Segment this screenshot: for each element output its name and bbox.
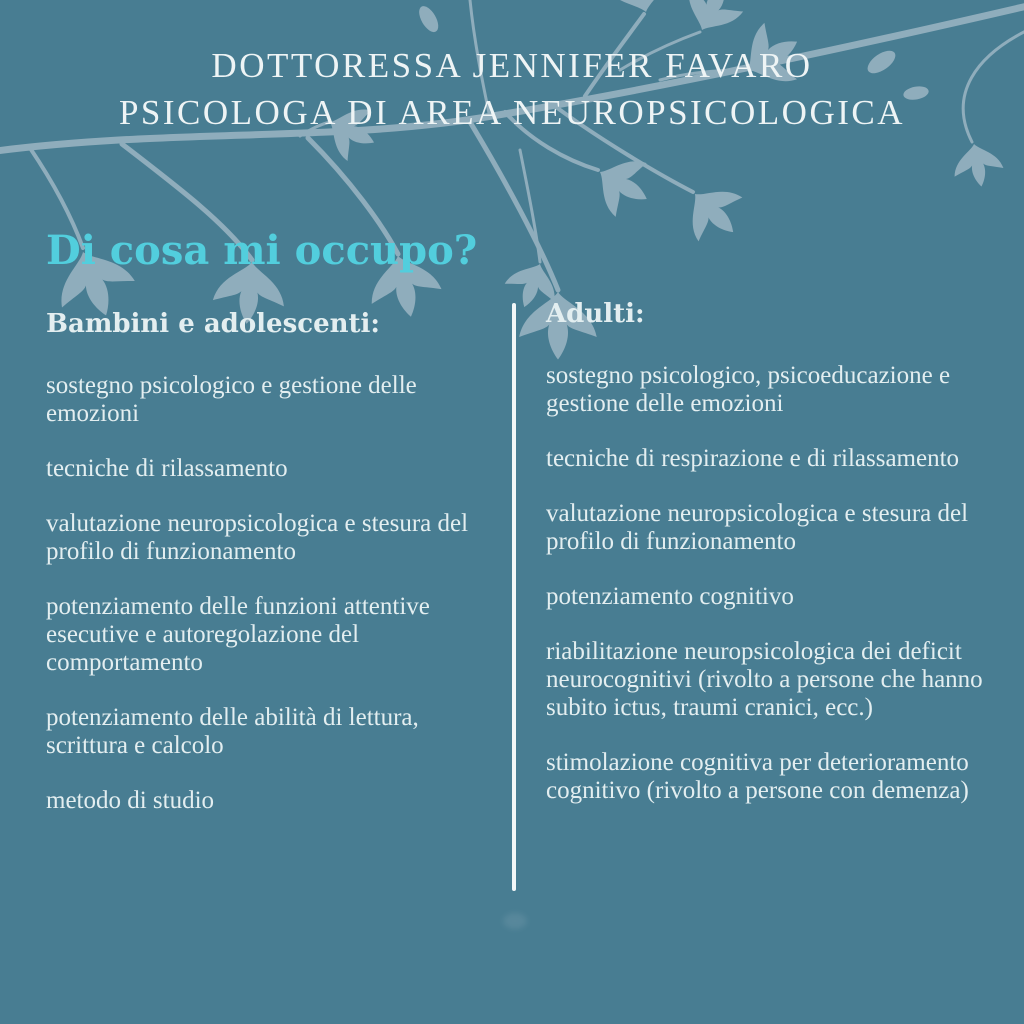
section-heading: Di cosa mi occupo?	[46, 227, 478, 274]
children-adolescents-list	[46, 372, 498, 815]
service-item: metodo di studio	[46, 787, 215, 814]
service-item: potenziamento delle funzioni attentive esecutive e autoregolazione del comportamento	[46, 593, 430, 676]
children-adolescents-column	[46, 310, 498, 842]
children-adolescents-header: Bambini e adolescenti:	[46, 309, 381, 339]
service-item: potenziamento delle abilità di lettura, scrittura e calcolo	[46, 704, 419, 759]
column-divider	[512, 303, 516, 891]
service-item: riabilitazione neuropsicologica dei deficit neurocognitivi (rivolto a persone che hanno subito ictus, traumi cranici, ecc.)	[546, 638, 983, 721]
adults-list	[546, 362, 1010, 805]
service-item: potenziamento cognitivo	[546, 583, 794, 610]
service-item: tecniche di respirazione e di rilassamento	[546, 445, 960, 472]
service-item: tecniche di rilassamento	[46, 455, 288, 482]
service-item: sostegno psicologico e gestione delle emozioni	[46, 372, 417, 427]
doctor-name-title: DOTTORESSA JENNIFER FAVARO	[211, 46, 813, 85]
service-item: sostegno psicologico, psicoeducazione e gestione delle emozioni	[546, 362, 951, 417]
service-item: valutazione neuropsicologica e stesura del profilo di funzionamento	[546, 500, 969, 555]
adults-column	[546, 300, 1010, 832]
adults-header: Adulti:	[546, 299, 645, 329]
doctor-specialty-title: PSICOLOGA DI AREA NEUROPSICOLOGICA	[118, 93, 906, 132]
faint-smudge-mark	[503, 913, 527, 929]
title-block	[0, 42, 1024, 136]
service-item: stimolazione cognitiva per deterioramento cognitivo (rivolto a persone con demenza)	[546, 749, 969, 804]
service-item: valutazione neuropsicologica e stesura del profilo di funzionamento	[46, 510, 469, 565]
